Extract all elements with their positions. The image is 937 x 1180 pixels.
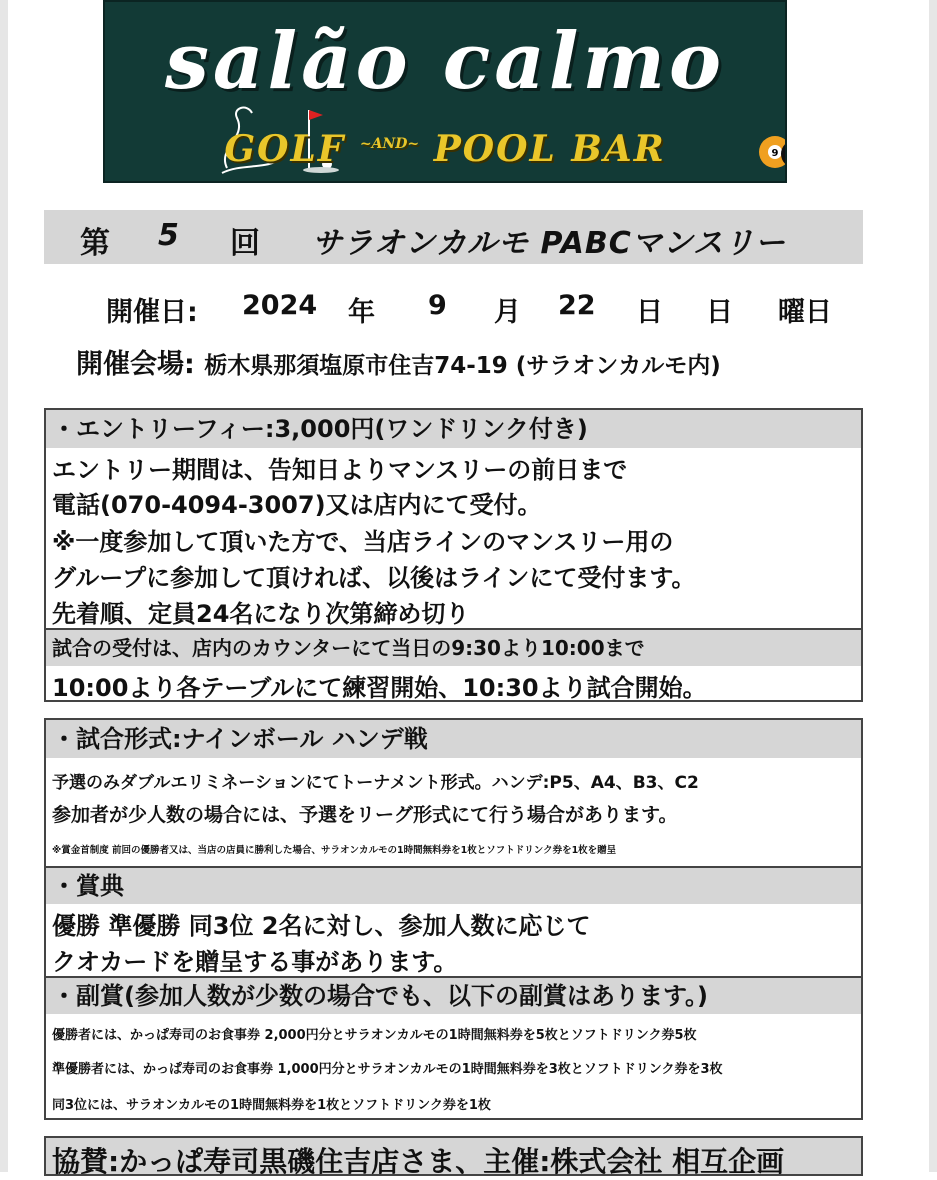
prize-line-1: 優勝 準優勝 同3位 2名に対し、参加人数に応じて — [52, 912, 591, 940]
practice-line: 10:00より各テーブルにて練習開始、10:30より試合開始。 — [52, 674, 707, 702]
date-weekday: 日 — [706, 297, 733, 328]
page-edge-right — [929, 0, 937, 1172]
reception-line: 試合の受付は、店内のカウンターにて当日の9:30より10:00まで — [46, 630, 861, 666]
rules-section — [44, 718, 863, 1120]
entry-line-4: グループに参加して頂ければ、以後はラインにて受付ます。 — [52, 564, 696, 592]
venue-label: 開催会場: — [76, 349, 195, 380]
event-number: 5 — [158, 218, 179, 253]
date-day: 22 — [558, 290, 596, 321]
entry-line-5: 先着順、定員24名になり次第締め切り — [52, 600, 470, 628]
svg-text:9: 9 — [771, 148, 779, 159]
sub-prize-line-2: 準優勝者には、かっぱ寿司のお食事券 1,000円分とサラオンカルモの1時間無料券を3枚とソフトドリンク券を3枚 — [52, 1062, 723, 1077]
sponsor-bar — [44, 1136, 863, 1176]
page-edge-left — [0, 0, 8, 1172]
event-name: サラオンカルモ PABCマンスリー — [312, 226, 786, 261]
date-day-unit: 日 — [636, 297, 663, 328]
logo-banner — [103, 0, 799, 183]
event-venue — [76, 342, 721, 381]
logo-subtitle: GOLF $^{\sim AND\sim}$ POOL BAR — [224, 128, 666, 170]
date-month-unit: 月 — [494, 297, 521, 328]
title-dai: 第 — [80, 226, 110, 261]
date-month: 9 — [428, 290, 447, 321]
entry-line-2: 電話(070-4094-3007)又は店内にて受付。 — [52, 491, 542, 519]
entry-line-1: エントリー期間は、告知日よりマンスリーの前日まで — [52, 456, 628, 484]
sub-prize-line-1: 優勝者には、かっぱ寿司のお食事券 2,000円分とサラオンカルモの1時間無料券を5枚とソフトドリンク券5枚 — [52, 1028, 697, 1043]
date-year: 2024 — [242, 290, 318, 321]
prize-line-2: クオカードを贈呈する事があります。 — [52, 948, 458, 976]
date-weekday-unit: 曜日 — [778, 297, 832, 328]
sub-prize-heading: ・副賞(参加人数が少数の場合でも、以下の副賞はあります。) — [46, 978, 861, 1014]
format-heading: ・試合形式:ナインボール ハンデ戦 — [46, 720, 861, 758]
venue-address: 栃木県那須塩原市住吉74-19 (サラオンカルモ内) — [204, 353, 721, 379]
sub-prize-line-3: 同3位には、サラオンカルモの1時間無料券を1枚とソフトドリンク券を1枚 — [52, 1098, 491, 1113]
bounty-note: ※賞金首制度 前回の優勝者又は、当店の店員に勝利した場合、サラオンカルモの1時間無料券を1枚とソフトドリンク券を1枚を贈呈 — [52, 845, 617, 856]
sponsor-text: 協賛:かっぱ寿司黒磯住吉店さま、主催:株式会社 相互企画 — [52, 1145, 785, 1178]
format-line-1: 予選のみダブルエリミネーションにてトーナメント形式。ハンデ:P5、A4、B3、C2 — [52, 773, 699, 793]
format-line-2: 参加者が少人数の場合には、予選をリーグ形式にて行う場合があります。 — [52, 804, 678, 826]
event-title-bar — [44, 210, 863, 264]
date-label: 開催日: — [106, 297, 198, 328]
entry-heading: ・エントリーフィー:3,000円(ワンドリンク付き) — [46, 410, 861, 448]
pool-balls-icon: 9 8 — [753, 126, 787, 174]
title-kai: 回 — [230, 226, 260, 261]
logo-title: salão calmo — [164, 16, 726, 107]
prize-heading: ・賞典 — [46, 868, 861, 904]
entry-line-3: ※一度参加して頂いた方で、当店ラインのマンスリー用の — [52, 528, 674, 556]
entry-section — [44, 408, 863, 702]
date-year-unit: 年 — [348, 297, 375, 328]
